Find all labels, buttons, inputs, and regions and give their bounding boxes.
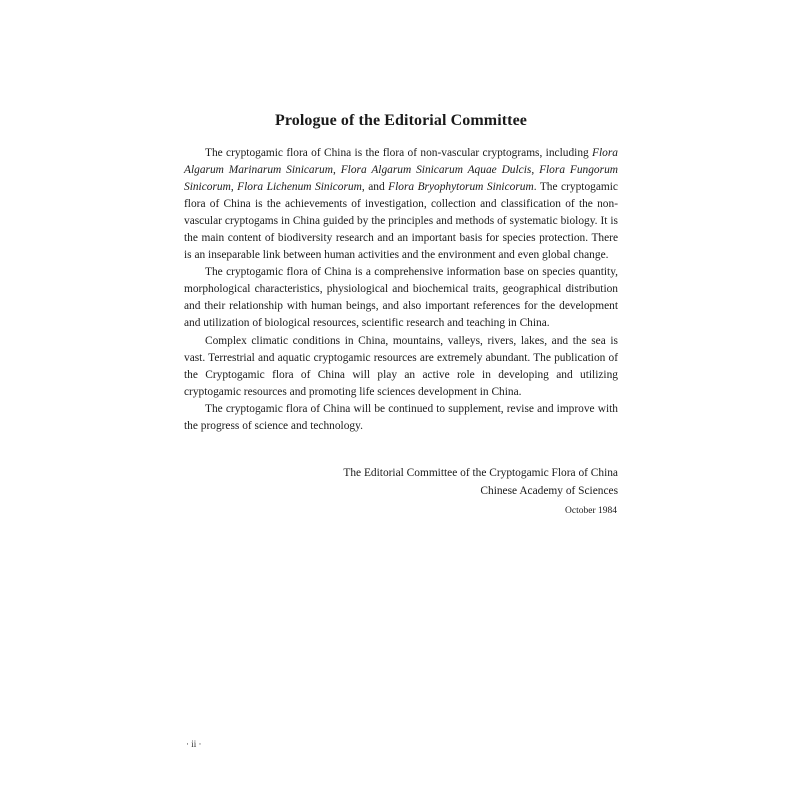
paragraph-text: The cryptogamic flora of China is a comprehensive information base on species quantity, morphological characteristics, physiological and biochemical traits, geographical distribution and their relationship with human beings, and also important references for the development and utilization of biological resources, scientific research and teaching in China. — [184, 266, 618, 330]
paragraph-text: . The cryptogamic flora of China is the achievements of investigation, collection and classification of the non-vascular cryptogams in China guided by the principles and methods of systematic biology. It is the main content of biodiversity research and an important basis for species protection. There is an inseparable link between human activities and the environment and even global change. — [184, 181, 618, 262]
flora-title: Flora Algarum Sinicarum Aquae Dulcis — [340, 164, 532, 177]
signature-academy: Chinese Academy of Sciences — [480, 484, 618, 497]
page-title: Prologue of the Editorial Committee — [274, 112, 528, 129]
page-number: · ii · — [186, 739, 202, 749]
flora-title: Flora Lichenum Sinicorum — [237, 181, 362, 194]
paragraph-text: Complex climatic conditions in China, mountains, valleys, rivers, lakes, and the sea is vast. Terrestrial and aquatic cryptogamic resources are extremely abundant. The publication of the Cryptogamic flora of China will play an active role in developing and utilizing cryptogamic resources and promoting life sciences development in China. — [184, 334, 618, 398]
flora-title: Flora Bryophytorum Sinicorum — [388, 181, 534, 194]
paragraph-text: The cryptogamic flora of China is the flora of non-vascular cryptograms, including — [205, 147, 593, 159]
paragraph-text: , — [230, 181, 238, 194]
signature-block — [184, 465, 618, 520]
flora-title: Flora Algarum Marinarum Sinicarum — [184, 147, 618, 177]
paragraph-text: , and — [361, 181, 389, 194]
paragraph-text: The cryptogamic flora of China will be continued to supplement, revise and improve with the progress of science and technology. — [184, 402, 618, 432]
paragraph — [184, 401, 618, 435]
signature-committee: The Editorial Committee of the Cryptogamic Flora of China — [343, 467, 618, 479]
signature-date: October 1984 — [565, 505, 617, 516]
prologue-body — [184, 145, 618, 435]
paragraph-text: , — [332, 164, 341, 177]
flora-title: Flora Fungorum Sinicorum — [184, 164, 618, 194]
paragraph — [184, 145, 618, 264]
paragraph — [184, 264, 618, 332]
paragraph — [184, 333, 618, 401]
paragraph-text: , — [531, 164, 540, 177]
